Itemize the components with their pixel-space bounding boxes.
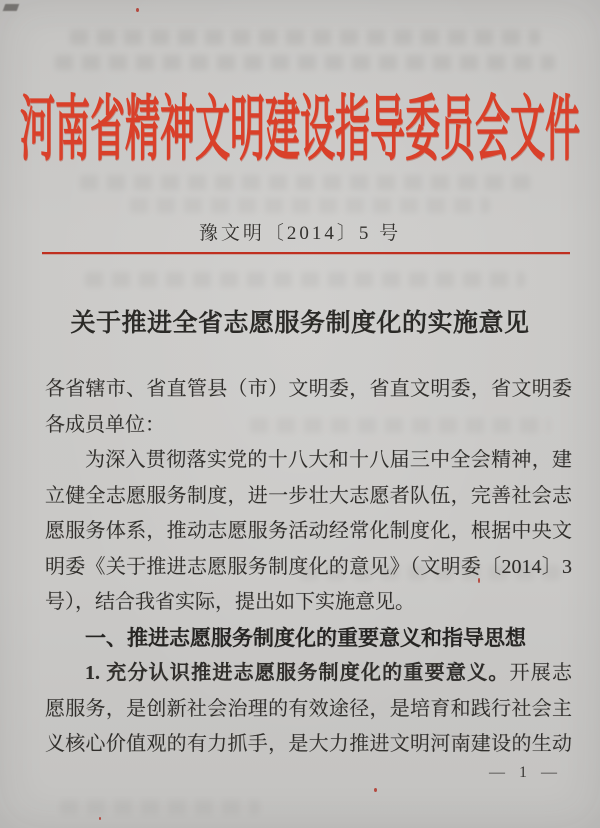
emphasis-lead: 1. 充分认识推进志愿服务制度化的重要意义。 xyxy=(85,662,510,684)
red-header-title: 河南省精神文明建设指导委员会文件 xyxy=(19,90,580,171)
document-body xyxy=(45,372,572,763)
salutation-line: 各省辖市、省直管县（市）文明委，省直文明委，省文明委 xyxy=(45,378,572,400)
body-line: 愿服务体系，推动志愿服务活动经常化制度化，根据中央文 xyxy=(45,520,572,542)
bleed-through-artifact xyxy=(70,30,540,45)
bleed-through-artifact xyxy=(130,198,490,213)
body-text: 开展志 xyxy=(509,662,572,684)
body-line xyxy=(45,656,572,692)
section-heading: 一、推进志愿服务制度化的重要意义和指导思想 xyxy=(85,626,526,650)
body-line: 愿服务，是创新社会治理的有效途径，是培育和践行社会主 xyxy=(45,697,572,720)
body-line: 号），结合我省实际，提出如下实施意见。 xyxy=(45,591,415,613)
body-line: 明委《关于推进志愿服务制度化的意见》（文明委〔2014〕3 xyxy=(45,555,572,578)
salutation-line: 各成员单位： xyxy=(45,413,165,436)
body-line: 义核心价值观的有力抓手，是大力推进文明河南建设的生动 xyxy=(45,733,572,755)
bleed-through-artifact xyxy=(85,272,525,287)
red-speck xyxy=(99,817,101,820)
page-number: — 1 — xyxy=(489,764,562,781)
bleed-through-artifact xyxy=(55,55,555,70)
red-speck xyxy=(136,8,139,12)
corner-mark xyxy=(3,4,20,11)
red-header xyxy=(0,86,600,171)
body-line: 为深入贯彻落实党的十八大和十八届三中全会精神，建 xyxy=(85,449,572,471)
body-line: 立健全志愿服务制度，进一步壮大志愿者队伍，完善社会志 xyxy=(45,484,572,507)
bleed-through-artifact xyxy=(60,800,260,815)
document-number: 豫文明〔2014〕5 号 xyxy=(198,223,402,244)
red-divider-line xyxy=(42,252,570,254)
document-title: 关于推进全省志愿服务制度化的实施意见 xyxy=(70,310,530,337)
bleed-through-artifact xyxy=(80,175,530,190)
red-speck xyxy=(374,788,377,792)
